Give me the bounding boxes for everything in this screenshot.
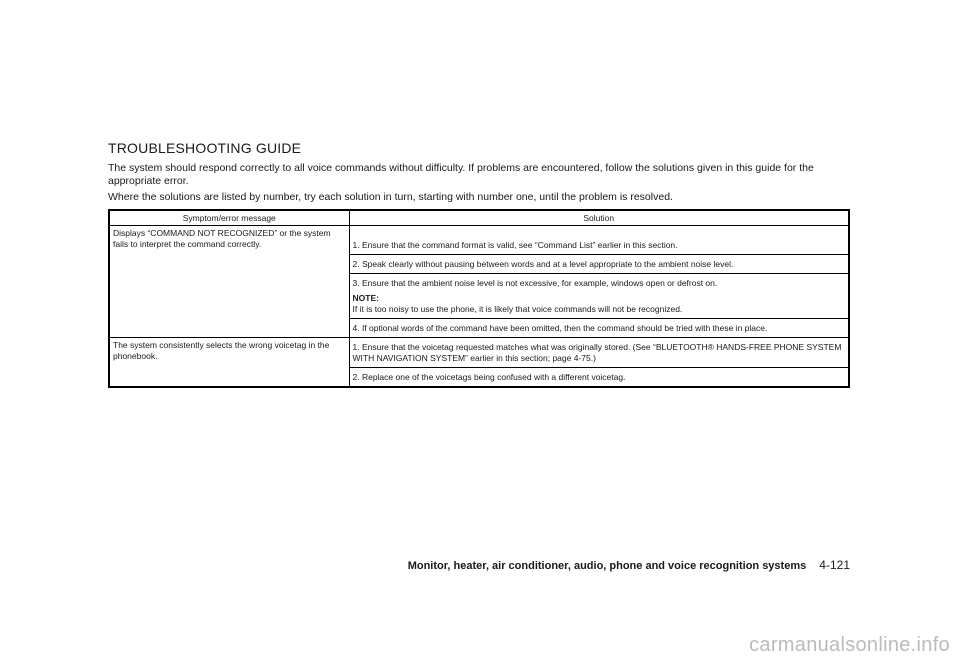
solution-text: 3. Ensure that the ambient noise level is not excessive, for example, windows open or defrost on.	[352, 278, 718, 288]
note-text: If it is too noisy to use the phone, it is likely that voice commands will not be recognized.	[352, 304, 683, 314]
page-content	[108, 140, 850, 388]
symptom-column-header: Symptom/error message	[109, 210, 349, 226]
table-header-row	[109, 210, 849, 226]
footer-section-title: Monitor, heater, air conditioner, audio, phone and voice recognition systems	[407, 560, 807, 572]
troubleshooting-table	[108, 209, 850, 388]
section-heading: TROUBLESHOOTING GUIDE	[108, 140, 302, 156]
solution-item: 4. If optional words of the command have been omitted, then the command should be tried with these in place.	[350, 318, 849, 337]
table-row	[109, 226, 849, 338]
solution-item: 1. Ensure that the command format is valid, see “Command List” earlier in this section.	[352, 240, 678, 250]
note-label: NOTE:	[352, 293, 379, 303]
solution-item-with-note	[350, 273, 849, 318]
intro-paragraph-2: Where the solutions are listed by number, try each solution in turn, starting with number one, until the problem is resolved.	[108, 191, 673, 203]
table-row	[109, 338, 849, 388]
page-footer	[408, 558, 850, 572]
symptom-cell: The system consistently selects the wrong voicetag in the phonebook.	[109, 338, 349, 388]
solution-item: 2. Speak clearly without pausing between words and at a level appropriate to the ambient noise level.	[350, 254, 849, 273]
symptom-cell: Displays “COMMAND NOT RECOGNIZED” or the system fails to interpret the command correctly.	[109, 226, 349, 338]
intro-paragraph-1: The system should respond correctly to all voice commands without difficulty. If problems are encountered, follow the solutions given in this guide for the appropriate error.	[108, 162, 814, 187]
watermark: carmanualsonline.info	[749, 634, 950, 656]
page-number: 4-121	[819, 558, 850, 572]
solution-item: 1. Ensure that the voicetag requested matches what was originally stored. (See “BLUETOOTH® HANDS-FREE PHONE SYSTEM WITH NAVIGATION SYSTEM” earlier in this section; page 4-75.)	[352, 342, 842, 363]
solution-cell	[349, 338, 849, 388]
solution-cell	[349, 226, 849, 338]
solution-column-header: Solution	[349, 210, 849, 226]
solution-item: 2. Replace one of the voicetags being confused with a different voicetag.	[350, 367, 849, 386]
